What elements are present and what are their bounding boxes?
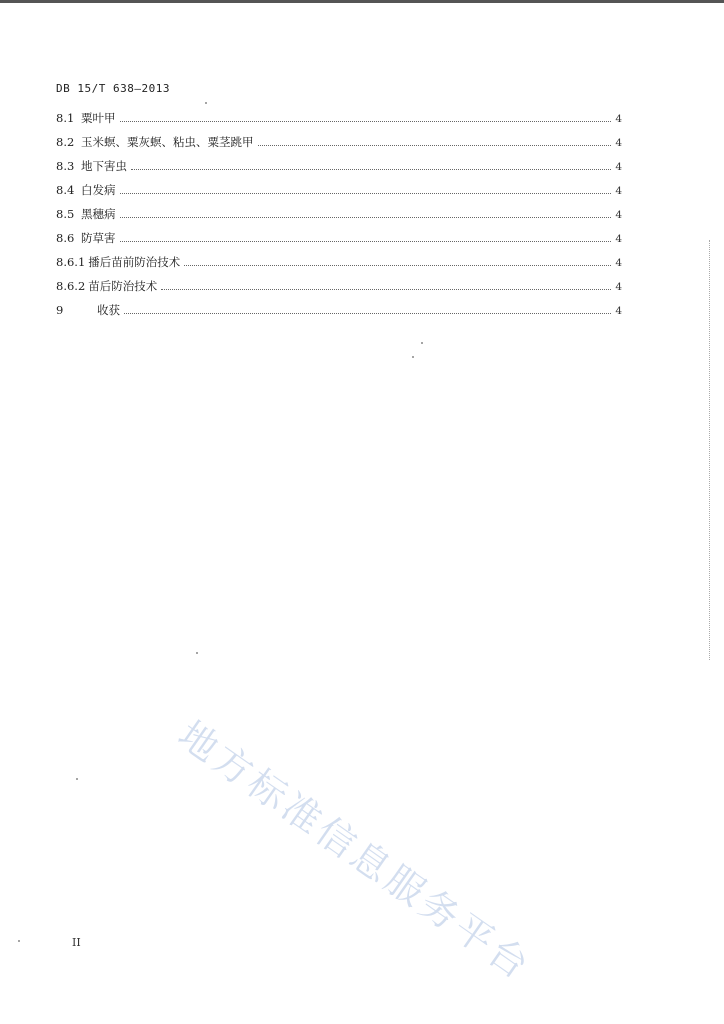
toc-entry-title: 粟叶甲 — [81, 111, 116, 125]
toc-entry[interactable] — [56, 182, 622, 206]
scan-speck — [412, 356, 414, 358]
toc-leader-dots — [120, 120, 612, 122]
toc-entry[interactable] — [56, 278, 622, 302]
toc-entry-page: 4 — [615, 209, 622, 221]
toc-entry-title: 收获 — [97, 303, 120, 317]
toc-entry[interactable] — [56, 134, 622, 158]
scan-speck — [18, 940, 20, 942]
standard-code: DB 15/T 638—2013 — [56, 82, 170, 95]
toc-entry-number: 8.3 — [56, 159, 75, 173]
toc-entry[interactable] — [56, 110, 622, 134]
toc-leader-dots — [124, 312, 611, 314]
toc-leader-dots — [161, 288, 611, 290]
toc-entry-page: 4 — [615, 185, 622, 197]
toc-entry-title: 黑穗病 — [81, 207, 116, 221]
toc-entry-title: 苗后防治技术 — [88, 279, 158, 293]
toc-entry-number: 9 — [56, 303, 64, 317]
toc-leader-dots — [120, 240, 612, 242]
toc-leader-dots — [131, 168, 611, 170]
scan-edge-marks — [707, 240, 710, 660]
toc-entry-title: 防草害 — [81, 231, 116, 245]
toc-entry-number: 8.4 — [56, 183, 75, 197]
scan-speck — [421, 342, 423, 344]
toc-entry[interactable] — [56, 158, 622, 182]
scan-speck — [196, 652, 198, 654]
toc-entry-number: 8.2 — [56, 135, 75, 149]
toc-entry-number: 8.6.2 — [56, 279, 86, 293]
toc-entry-number: 8.6 — [56, 231, 75, 245]
toc-leader-dots — [258, 144, 612, 146]
toc-entry-page: 4 — [615, 113, 622, 125]
table-of-contents — [56, 110, 622, 326]
toc-entry-page: 4 — [615, 257, 622, 269]
scan-speck — [205, 102, 207, 104]
scan-speck — [76, 778, 78, 780]
toc-entry[interactable] — [56, 230, 622, 254]
top-border — [0, 0, 724, 3]
toc-leader-dots — [184, 264, 611, 266]
toc-entry-page: 4 — [615, 281, 622, 293]
toc-entry-page: 4 — [615, 233, 622, 245]
toc-entry-number: 8.1 — [56, 111, 75, 125]
toc-entry-page: 4 — [615, 305, 622, 317]
toc-entry[interactable] — [56, 206, 622, 230]
page-number: II — [72, 936, 81, 949]
watermark: 地方标准信息服务平台 — [170, 712, 540, 990]
toc-entry-title: 玉米螟、粟灰螟、粘虫、粟茎跳甲 — [81, 135, 254, 149]
toc-entry[interactable] — [56, 302, 622, 326]
toc-entry-page: 4 — [615, 137, 622, 149]
toc-entry-page: 4 — [615, 161, 622, 173]
toc-leader-dots — [120, 192, 612, 194]
toc-entry-title: 地下害虫 — [81, 159, 127, 173]
toc-entry-number: 8.5 — [56, 207, 75, 221]
toc-leader-dots — [120, 216, 612, 218]
toc-entry-title: 播后苗前防治技术 — [88, 255, 181, 269]
toc-entry-title: 白发病 — [81, 183, 116, 197]
toc-entry-number: 8.6.1 — [56, 255, 86, 269]
toc-entry[interactable] — [56, 254, 622, 278]
